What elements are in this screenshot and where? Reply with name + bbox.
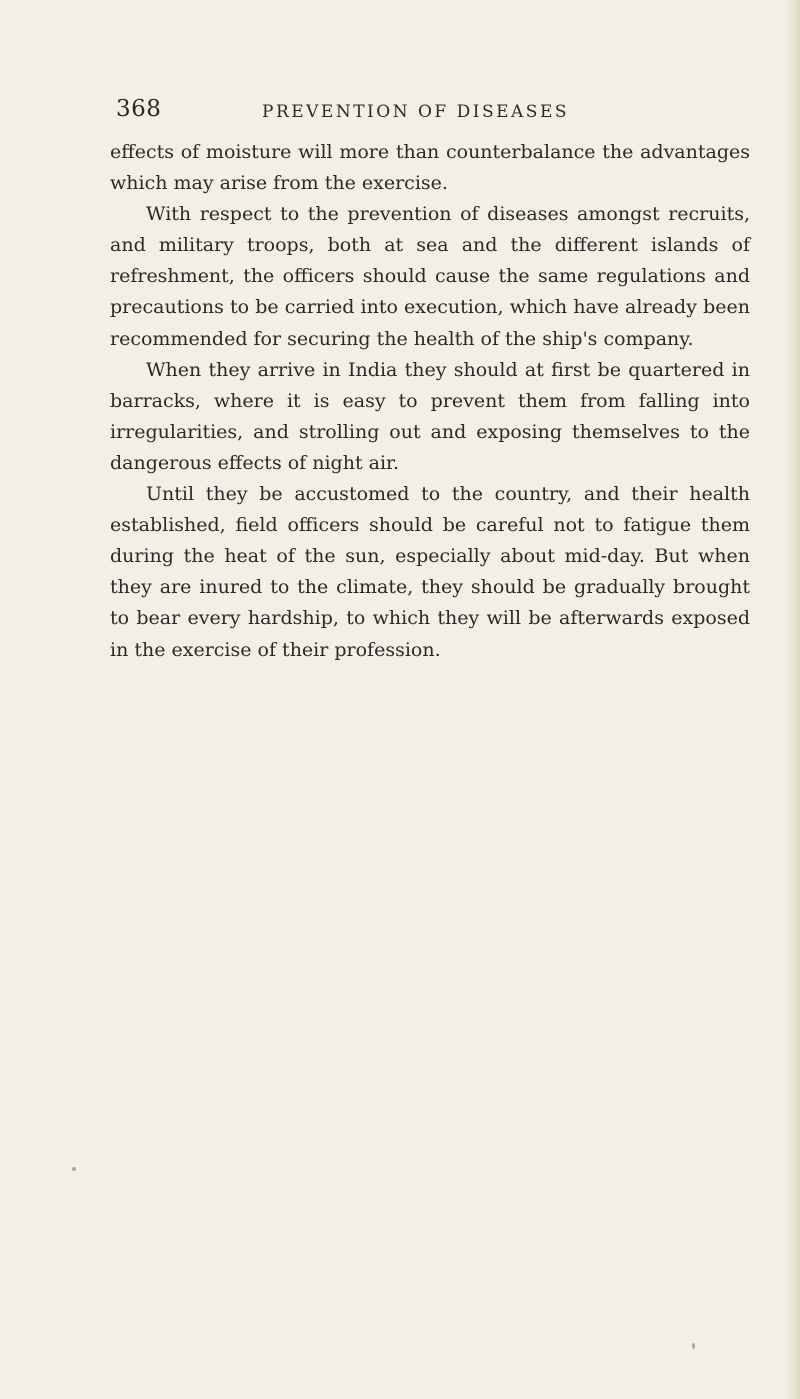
running-head: PREVENTION OF DISEASES: [262, 102, 569, 122]
paragraph-2: With respect to the prevention of diseases amongst recruits, and military troops, both at sea and the different islands of refreshment, the officers should cause the same regulations and precautions to be carried into execution, which have already been recommended for securing the health of the ship's company.: [110, 203, 750, 350]
paragraph-3: When they arrive in India they should at first be quartered in barracks, where it is easy to prevent them from falling into irregularities, and strolling out and exposing themselves to the dangerous effects of night air.: [110, 358, 750, 474]
page-number: 368: [116, 96, 162, 122]
paper-speck: [72, 1167, 76, 1171]
body-text: [110, 137, 750, 666]
paragraph-4: Until they be accustomed to the country, and their health established, field officers should be careful not to fatigue them during the heat of the sun, especially about mid-day. But when they are inured to the climate, they should be gradually brought to bear every hardship, to which they will be afterwards exposed in the exercise of their profession.: [110, 483, 750, 661]
page-header: [110, 96, 750, 136]
paper-speck: [692, 1343, 695, 1349]
page-edge: [786, 0, 800, 1399]
paragraph-1: effects of moisture will more than counterbalance the advantages which may arise from the exercise.: [110, 141, 750, 195]
